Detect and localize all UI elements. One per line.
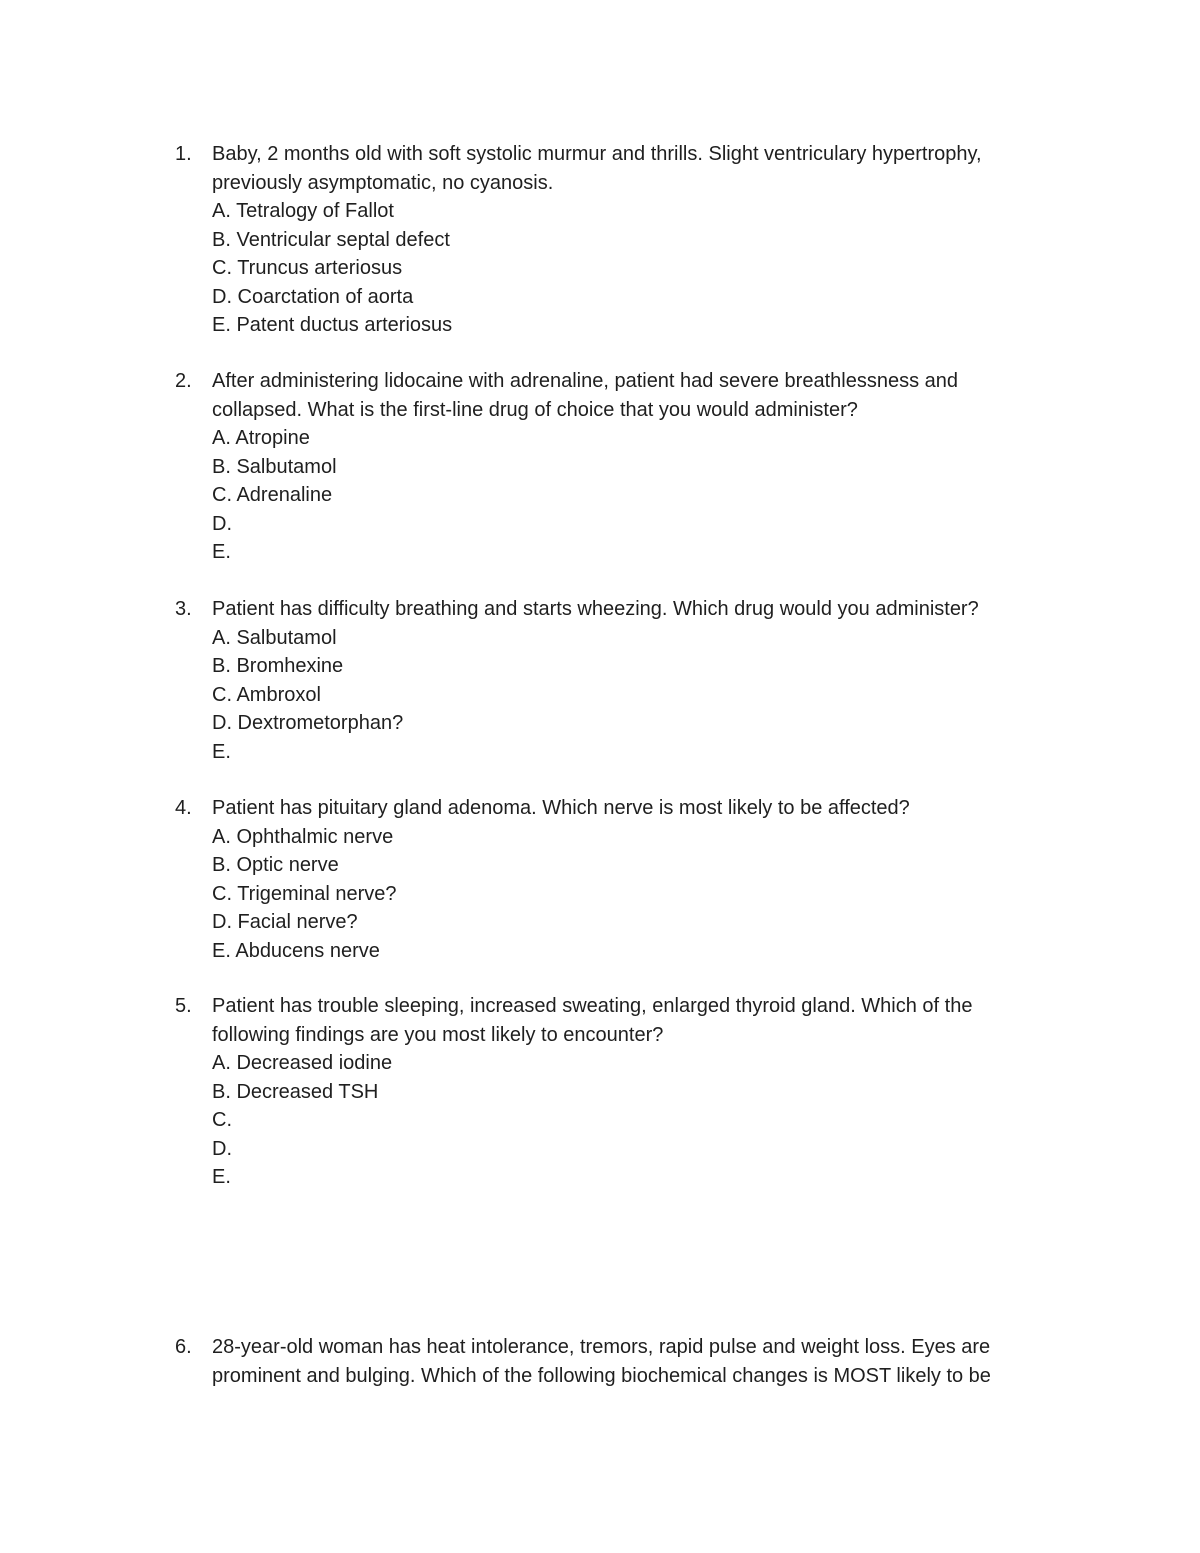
question-stem-line: Patient has pituitary gland adenoma. Which nerve is most likely to be affected? — [212, 797, 910, 819]
question-stem-line: 28-year-old woman has heat intolerance, tremors, rapid pulse and weight loss. Eyes are — [212, 1336, 991, 1358]
question-number: 4. — [175, 797, 192, 819]
answer-option-d: D. Facial nerve? — [212, 911, 358, 933]
answer-option-b: B. Optic nerve — [212, 854, 339, 876]
question-body — [212, 992, 1072, 1192]
question-stem-line: collapsed. What is the first-line drug of choice that you would administer? — [212, 398, 858, 421]
question-stem-line: Patient has difficulty breathing and starts wheezing. Which drug would you administer? — [212, 598, 979, 620]
question-stem-line: After administering lidocaine with adrenaline, patient had severe breathlessness and — [212, 370, 959, 392]
question-body — [212, 1333, 1072, 1390]
answer-option-e: E. — [212, 1166, 231, 1188]
answer-option-d: D. — [212, 512, 232, 535]
question-number: 5. — [175, 995, 192, 1017]
answer-option-b: B. Bromhexine — [212, 655, 344, 677]
answer-option-a: A. Salbutamol — [212, 626, 337, 649]
question-body — [212, 794, 1072, 965]
answer-option-b: B. Salbutamol — [212, 455, 337, 478]
answer-option-c: C. Trigeminal nerve? — [212, 882, 397, 905]
answer-option-c: C. — [212, 1109, 232, 1131]
answer-option-e: E. — [212, 541, 231, 563]
answer-option-c: C. Adrenaline — [212, 484, 333, 506]
question-stem-line: Patient has trouble sleeping, increased sweating, enlarged thyroid gland. Which of the — [212, 995, 973, 1017]
answer-option-b: B. Decreased TSH — [212, 1080, 379, 1103]
question-stem-line: prominent and bulging. Which of the following biochemical changes is MOST likely to be — [212, 1364, 991, 1387]
answer-option-e: E. Patent ductus arteriosus — [212, 314, 453, 336]
question-number: 2. — [175, 370, 192, 392]
question-body — [212, 367, 1072, 567]
answer-option-e: E. — [212, 740, 231, 763]
answer-option-b: B. Ventricular septal defect — [212, 228, 450, 251]
question-stem-line: Baby, 2 months old with soft systolic murmur and thrills. Slight ventriculary hypertrophy, — [212, 143, 982, 165]
answer-option-c: C. Ambroxol — [212, 683, 321, 706]
question-body — [212, 140, 1072, 340]
question-number: 6. — [175, 1336, 192, 1358]
answer-option-a: A. Ophthalmic nerve — [212, 825, 394, 848]
answer-option-a: A. Decreased iodine — [212, 1052, 393, 1074]
answer-option-d: D. — [212, 1137, 232, 1160]
answer-option-e: E. Abducens nerve — [212, 939, 380, 962]
answer-option-d: D. Dextrometorphan? — [212, 712, 404, 734]
question-stem-line: previously asymptomatic, no cyanosis. — [212, 171, 554, 194]
answer-option-a: A. Atropine — [212, 427, 310, 449]
question-body — [212, 595, 1072, 766]
answer-option-a: A. Tetralogy of Fallot — [212, 200, 394, 222]
answer-option-c: C. Truncus arteriosus — [212, 257, 403, 279]
question-stem-line: following findings are you most likely to encounter? — [212, 1023, 664, 1046]
question-number: 1. — [175, 143, 192, 165]
answer-option-d: D. Coarctation of aorta — [212, 285, 414, 308]
question-number: 3. — [175, 598, 192, 620]
